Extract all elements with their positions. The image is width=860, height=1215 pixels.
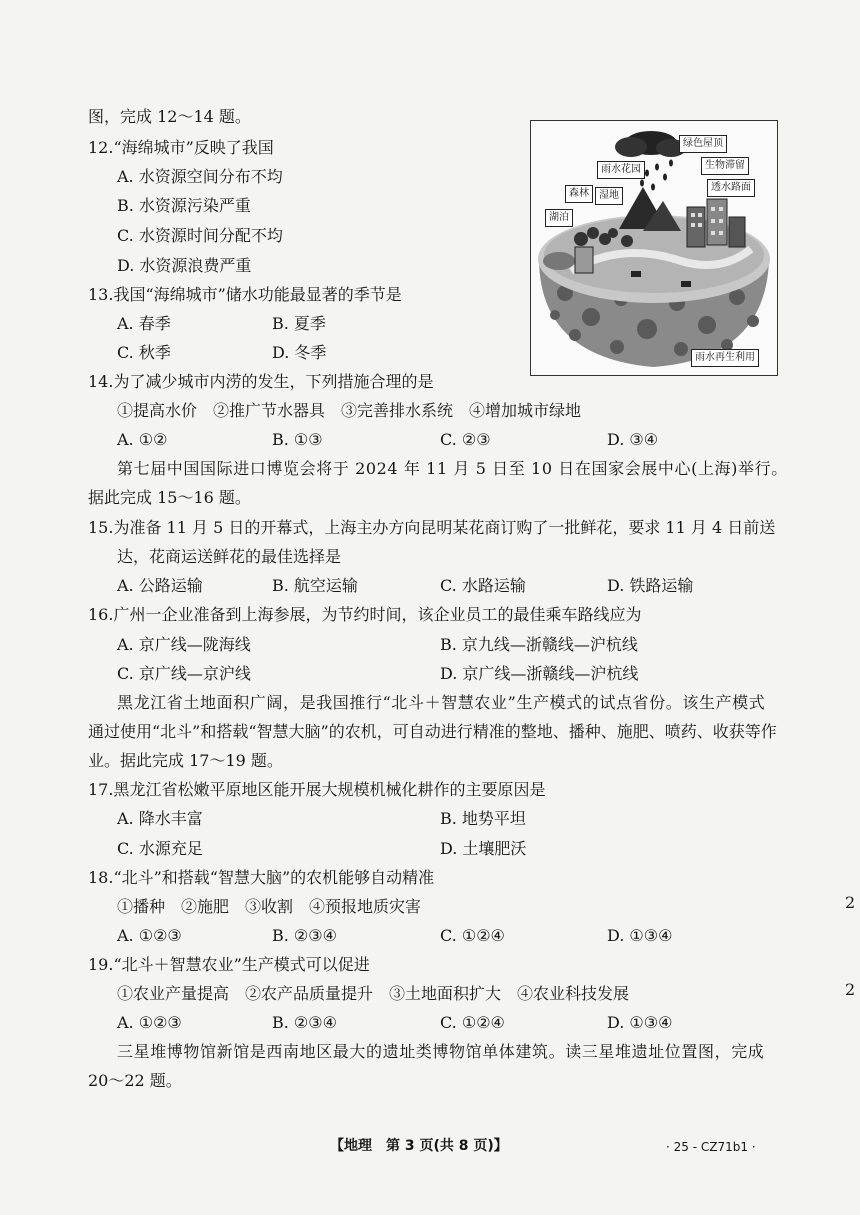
- q13-option-d: D. 冬季: [272, 343, 327, 362]
- sponge-city-figure: [530, 120, 778, 376]
- q15-option-a: A. 公路运输: [117, 576, 203, 595]
- q15-option-b: B. 航空运输: [272, 576, 358, 595]
- q15-option-d: D. 铁路运输: [607, 576, 694, 595]
- q17-stem: 17.黑龙江省松嫩平原地区能开展大规模机械化耕作的主要原因是: [88, 780, 546, 799]
- label-wetland: 湿地: [595, 187, 623, 205]
- intro-15-16-line2: 据此完成 15～16 题。: [88, 488, 251, 507]
- q17-option-c: C. 水源充足: [117, 839, 203, 858]
- q12-stem: 12.“海绵城市”反映了我国: [88, 138, 274, 157]
- intro-20-22-line1: 三星堆博物馆新馆是西南地区最大的遗址类博物馆单体建筑。读三星堆遗址位置图，完成: [117, 1042, 765, 1061]
- q14-stem: 14.为了减少城市内涝的发生，下列措施合理的是: [88, 372, 434, 391]
- q12-option-b: B. 水资源污染严重: [117, 196, 251, 215]
- q12-option-a: A. 水资源空间分布不均: [117, 167, 283, 186]
- q14-option-d: D. ③④: [607, 430, 659, 449]
- q13-option-a: A. 春季: [117, 314, 171, 333]
- intro-17-19-line2: 通过使用“北斗”和搭载“智慧大脑”的农机，可自动进行精准的整地、播种、施肥、喷药、收获等作: [88, 722, 777, 741]
- q15-stem-line2: 达，花商运送鲜花的最佳选择是: [117, 547, 342, 566]
- footer-code: · 25 - CZ71b1 ·: [666, 1140, 756, 1154]
- q18-items: ①播种 ②施肥 ③收割 ④预报地质灾害: [117, 897, 422, 916]
- intro-17-19-line1: 黑龙江省土地面积广阔，是我国推行“北斗＋智慧农业”生产模式的试点省份。该生产模式: [117, 693, 766, 712]
- q19-stem: 19.“北斗＋智慧农业”生产模式可以促进: [88, 955, 370, 974]
- q16-option-a: A. 京广线—陇海线: [117, 635, 251, 654]
- intro-17-19-line3: 业。据此完成 17～19 题。: [88, 751, 283, 770]
- q15-option-c: C. 水路运输: [440, 576, 526, 595]
- label-bioretention: 生物滞留: [701, 157, 749, 175]
- q17-option-d: D. 土壤肥沃: [440, 839, 527, 858]
- q18-option-b: B. ②③④: [272, 926, 337, 945]
- q15-stem-line1: 15.为准备 11 月 5 日的开幕式，上海主办方向昆明某花商订购了一批鲜花，要求 11 月 4 日前送: [88, 518, 776, 537]
- q17-option-b: B. 地势平坦: [440, 809, 526, 828]
- intro-15-16-line1: 第七届中国国际进口博览会将于 2024 年 11 月 5 日至 10 日在国家会展中心(上海)举行。: [117, 459, 788, 478]
- q19-option-c: C. ①②④: [440, 1013, 505, 1032]
- q14-option-c: C. ②③: [440, 430, 491, 449]
- q18-option-a: A. ①②③: [117, 926, 182, 945]
- q19-items: ①农业产量提高 ②农产品质量提升 ③土地面积扩大 ④农业科技发展: [117, 984, 630, 1003]
- q19-option-b: B. ②③④: [272, 1013, 337, 1032]
- intro-12-14: 图，完成 12～14 题。: [88, 107, 251, 126]
- footer-page-info: 【地理 第 3 页(共 8 页)】: [330, 1138, 508, 1154]
- q16-option-c: C. 京广线—京沪线: [117, 664, 251, 683]
- q17-option-a: A. 降水丰富: [117, 809, 203, 828]
- q13-option-c: C. 秋季: [117, 343, 171, 362]
- q18-option-d: D. ①③④: [607, 926, 673, 945]
- q16-option-b: B. 京九线—浙赣线—沪杭线: [440, 635, 638, 654]
- q13-stem: 13.我国“海绵城市”储水功能最显著的季节是: [88, 285, 402, 304]
- q16-stem: 16.广州一企业准备到上海参展，为节约时间，该企业员工的最佳乘车路线应为: [88, 605, 642, 624]
- label-forest: 森林: [565, 185, 593, 203]
- q18-option-c: C. ①②④: [440, 926, 505, 945]
- label-green-roof: 绿色屋顶: [679, 135, 727, 153]
- q14-items: ①提高水价 ②推广节水器具 ③完善排水系统 ④增加城市绿地: [117, 401, 582, 420]
- q13-option-b: B. 夏季: [272, 314, 326, 333]
- label-rainwater-reuse: 雨水再生利用: [691, 349, 759, 367]
- q19-option-d: D. ①③④: [607, 1013, 673, 1032]
- edge-mark-1: 2: [845, 893, 856, 912]
- q14-option-b: B. ①③: [272, 430, 323, 449]
- q12-option-c: C. 水资源时间分配不均: [117, 226, 283, 245]
- label-permeable-pavement: 透水路面: [707, 179, 755, 197]
- q19-option-a: A. ①②③: [117, 1013, 182, 1032]
- intro-20-22-line2: 20～22 题。: [88, 1071, 182, 1090]
- q12-option-d: D. 水资源浪费严重: [117, 256, 252, 275]
- q18-stem: 18.“北斗”和搭载“智慧大脑”的农机能够自动精准: [88, 868, 435, 887]
- edge-mark-2: 2: [845, 980, 856, 999]
- label-lake: 湖泊: [545, 209, 573, 227]
- q14-option-a: A. ①②: [117, 430, 168, 449]
- q16-option-d: D. 京广线—浙赣线—沪杭线: [440, 664, 639, 683]
- label-rain-garden: 雨水花园: [597, 161, 645, 179]
